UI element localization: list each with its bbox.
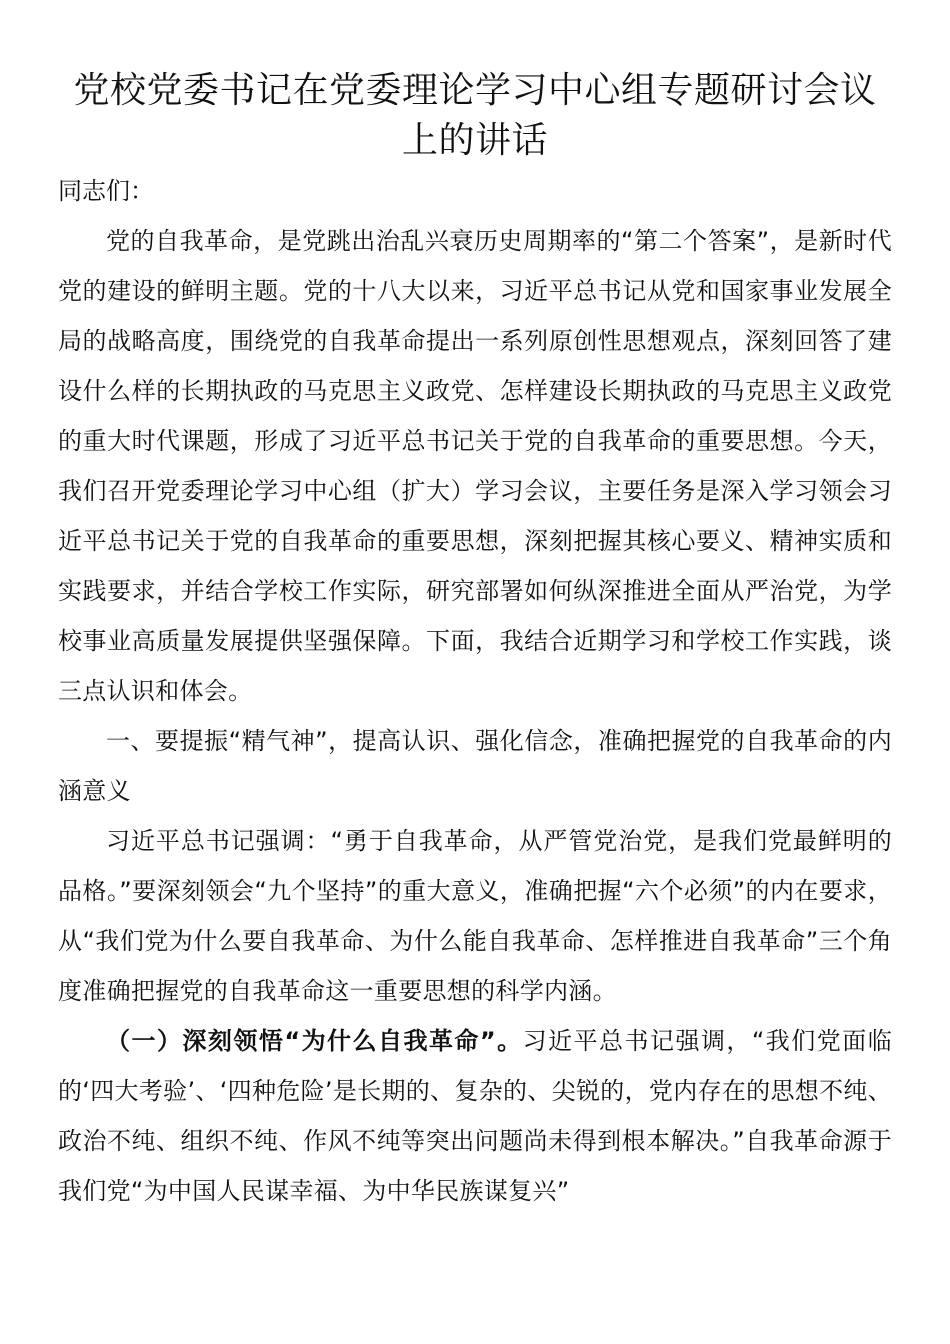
paragraph-subsection-one [58, 1016, 892, 1216]
section-heading-one: 一、要提振“精气神”，提高认识、强化信念，准确把握党的自我革命的内涵意义 [58, 727, 892, 805]
paragraph-section-one: 习近平总书记强调：“勇于自我革命，从严管党治党，是我们党最鲜明的品格。”要深刻领会“九个坚持”的重大意义，准确把握“六个必须”的内在要求，从“我们党为什么要自我革命、为什么能自我革命、怎样推进自我革命”三个角度准确把握党的自我革命这一重要思想的科学内涵。 [58, 827, 892, 1005]
salutation: 同志们： [58, 177, 154, 205]
document-title: 党校党委书记在党委理论学习中心组专题研讨会议上的讲话 [73, 70, 877, 161]
subsection-text: 习近平总书记强调，“我们党面临的‘四大考验’、‘四种危险’是长期的、复杂的、尖锐的，党内存在的思想不纯、政治不纯、组织不纯、作风不纯等突出问题尚未得到根本解决。”自我革命源于我们党“为中国人民谋幸福、为中华民族谋复兴” [58, 1027, 892, 1205]
document-page [58, 66, 892, 1216]
subsection-heading: （一）深刻领悟“为什么自我革命”。 [106, 1027, 523, 1055]
paragraph-intro: 党的自我革命，是党跳出治乱兴衰历史周期率的“第二个答案”，是新时代党的建设的鲜明主题。党的十八大以来，习近平总书记从党和国家事业发展全局的战略高度，围绕党的自我革命提出一系列原创性思想观点，深刻回答了建设什么样的长期执政的马克思主义政党、怎样建设长期执政的马克思主义政党的重大时代课题，形成了习近平总书记关于党的自我革命的重要思想。今天，我们召开党委理论学习中心组（扩大）学习会议，主要任务是深入学习领会习近平总书记关于党的自我革命的重要思想，深刻把握其核心要义、精神实质和实践要求，并结合学校工作实际，研究部署如何纵深推进全面从严治党，为学校事业高质量发展提供坚强保障。下面，我结合近期学习和学校工作实践，谈三点认识和体会。 [58, 227, 892, 705]
